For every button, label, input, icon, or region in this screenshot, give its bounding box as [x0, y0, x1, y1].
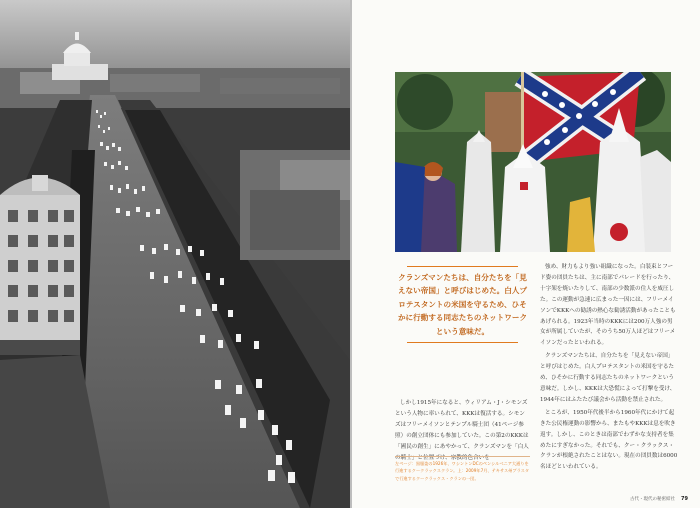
body-column-right — [540, 262, 678, 475]
right-page — [352, 0, 700, 508]
body-paragraph: クランズマンたちは、自分たちを「見えない帝国」と呼びはじめた。白人プロテスタントの米国を守るため、ひそかに行動する同志たちのネットワークという意味だ。しかし、KKKは大恐慌によって打撃を受け、1944年にはふたたび議会から活動を禁止された。 — [540, 353, 676, 403]
folio — [630, 496, 688, 502]
body-paragraph: ところが、1950年代後半から1960年代にかけて起きた公民権運動の影響から、またもやKKKは息を吹き返す。しかし、このときは南部でわずかな支持者を集めたにすぎなかった。それでも、クー・クラックス・クランが根絶されたことはない。現在の団員数は6000名ほどといわれている。 — [540, 409, 678, 471]
corner-building — [0, 175, 80, 355]
quote-bottom-rule — [407, 342, 518, 343]
pull-quote-text: クランズマンたちは、自分たちを「見えない帝国」と呼びはじめた。白人プロテスタントの米国を守るため、ひそかに行動する同志たちのネットワークという意味だ。 — [397, 273, 528, 336]
page-number: 79 — [681, 496, 688, 502]
rally-photo — [395, 72, 671, 252]
pull-quote — [395, 262, 530, 347]
photo-caption: 左ページ：黒服姿の1926年、ワシントンDCのペンシルベニア大通りを行進するクークラックスクラン。上：2009年7月、テキサス州ブラスタで行進するクークラックス・クランの一団。 — [395, 456, 530, 482]
quote-top-rule — [407, 266, 518, 267]
body-paragraph: しかし1915年になると、ウィリアム・J・シモンズという人物に率いられて、KKKは復活する。シモンズはフリーメイソンとテンプル騎士団（41ページ参照）の創立団体にも参加していた。この第2のKKKは「國民の創生」にあやかって、クランズマンを「白人の騎士」と位置づけ、宗教的色合いを — [395, 400, 529, 461]
running-title: 古代・現代の秘密結社 — [630, 497, 676, 502]
body-paragraph: 強め、財力もより強い組織になった。白装束とフード姿の団員たちは、主に南部でパレードを行ったり、十字架を焼いたりして、南部の少数派の住人を威圧した。この運動が急速に広まった一因には、フリーメイソンでKKKへの勧誘の熱心な勧誘活動があったこともあげられる。1923年当時のKKKには200万人強の男女が所属していたが、そのうち50万人ほどはフリーメイソンだったといわれる。 — [540, 264, 676, 347]
body-column-left — [395, 398, 530, 463]
